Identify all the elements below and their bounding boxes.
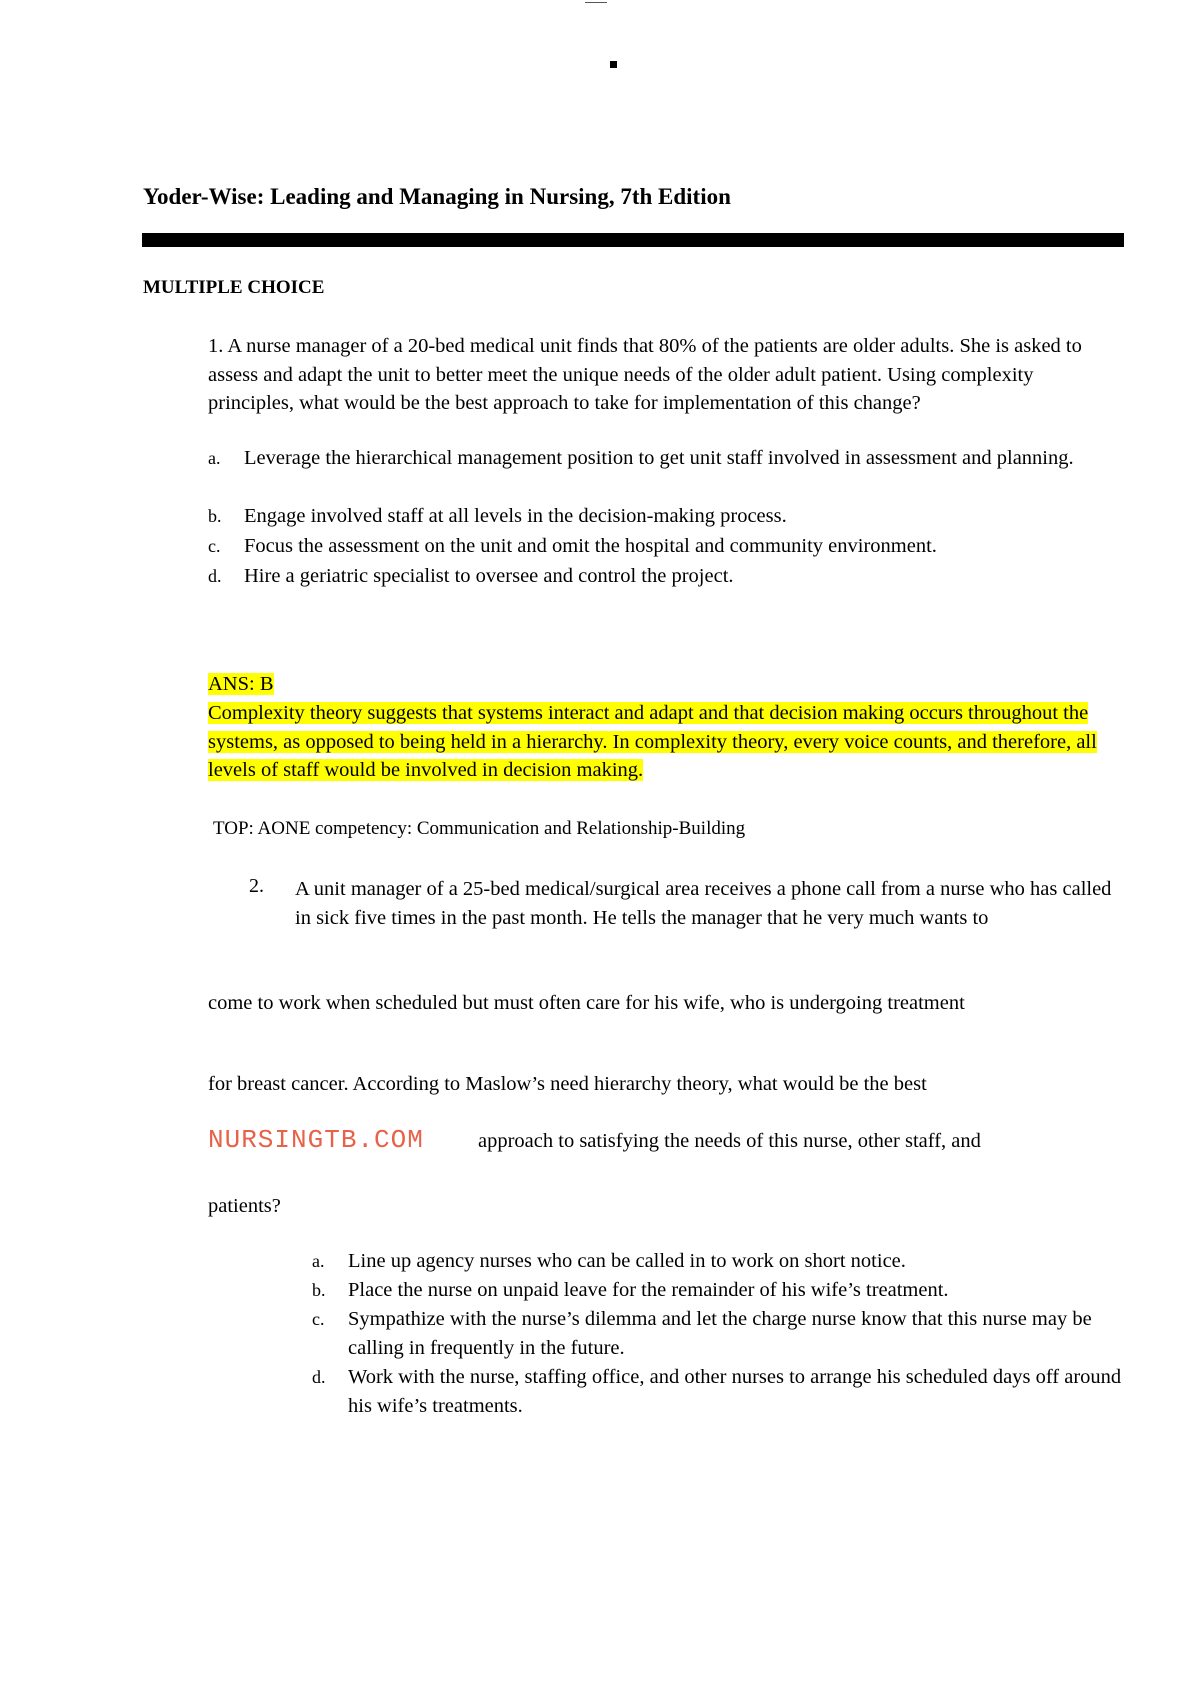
- option-text: Sympathize with the nurse’s dilemma and let the charge nurse know that this nurse may be calling in frequently in the future.: [348, 1308, 1092, 1359]
- option-letter: a.: [312, 1251, 325, 1271]
- bullet-square-mark: [610, 61, 617, 68]
- option-text: Engage involved staff at all levels in the decision-making process.: [244, 505, 787, 527]
- rationale-text: Complexity theory suggests that systems interact and adapt and that decision making occurs throughout the systems, as opposed to being held in a hierarchy. In complexity theory, every voice counts, and therefore, all levels of staff would be involved in decision making.: [208, 702, 1097, 781]
- option-letter: c.: [208, 536, 221, 556]
- question-2-stem-continued: for breast cancer. According to Maslow’s need hierarchy theory, what would be the best: [208, 1073, 927, 1095]
- option-text: Work with the nurse, staffing office, and other nurses to arrange his scheduled days off around his wife’s treatments.: [348, 1366, 1122, 1417]
- question-1-stem: 1. A nurse manager of a 20-bed medical unit finds that 80% of the patients are older adults. She is asked to assess and adapt the unit to better meet the unique needs of the older adult patient. Using complexity principles, what would be the best approach to take for implementation of this change?: [208, 335, 1082, 414]
- option-letter: b.: [208, 506, 222, 526]
- option-text: Line up agency nurses who can be called in to work on short notice.: [348, 1250, 906, 1272]
- option-letter: d.: [312, 1367, 326, 1387]
- option-text: Place the nurse on unpaid leave for the remainder of his wife’s treatment.: [348, 1279, 949, 1301]
- question-2-stem: A unit manager of a 25-bed medical/surgical area receives a phone call from a nurse who has called in sick five times in the past month. He tells the manager that he very much wants to: [295, 878, 1112, 929]
- option-letter: c.: [312, 1309, 325, 1329]
- option-text: Hire a geriatric specialist to oversee and control the project.: [244, 565, 734, 587]
- option-text: Focus the assessment on the unit and omit the hospital and community environment.: [244, 535, 937, 557]
- question-1-topic: TOP: AONE competency: Communication and Relationship-Building: [213, 818, 746, 839]
- option-letter: d.: [208, 566, 222, 586]
- question-1-answer: [208, 670, 274, 699]
- question-1-rationale: [208, 699, 1128, 785]
- title-divider-rule: [142, 233, 1124, 247]
- section-heading: MULTIPLE CHOICE: [143, 277, 325, 298]
- watermark-text: NURSINGTB.COM: [208, 1125, 424, 1155]
- top-dash-mark: [585, 2, 607, 3]
- question-2-stem-continued: approach to satisfying the needs of this nurse, other staff, and: [478, 1130, 981, 1152]
- question-2-stem-continued: patients?: [208, 1195, 281, 1217]
- question-2-number: 2.: [249, 875, 264, 897]
- question-2-stem-continued: come to work when scheduled but must often care for his wife, who is undergoing treatment: [208, 992, 965, 1014]
- answer-key: ANS: B: [208, 673, 274, 695]
- document-title: Yoder-Wise: Leading and Managing in Nursing, 7th Edition: [143, 184, 731, 209]
- option-text: Leverage the hierarchical management position to get unit staff involved in assessment and planning.: [244, 447, 1074, 469]
- option-letter: b.: [312, 1280, 326, 1300]
- option-letter: a.: [208, 448, 221, 468]
